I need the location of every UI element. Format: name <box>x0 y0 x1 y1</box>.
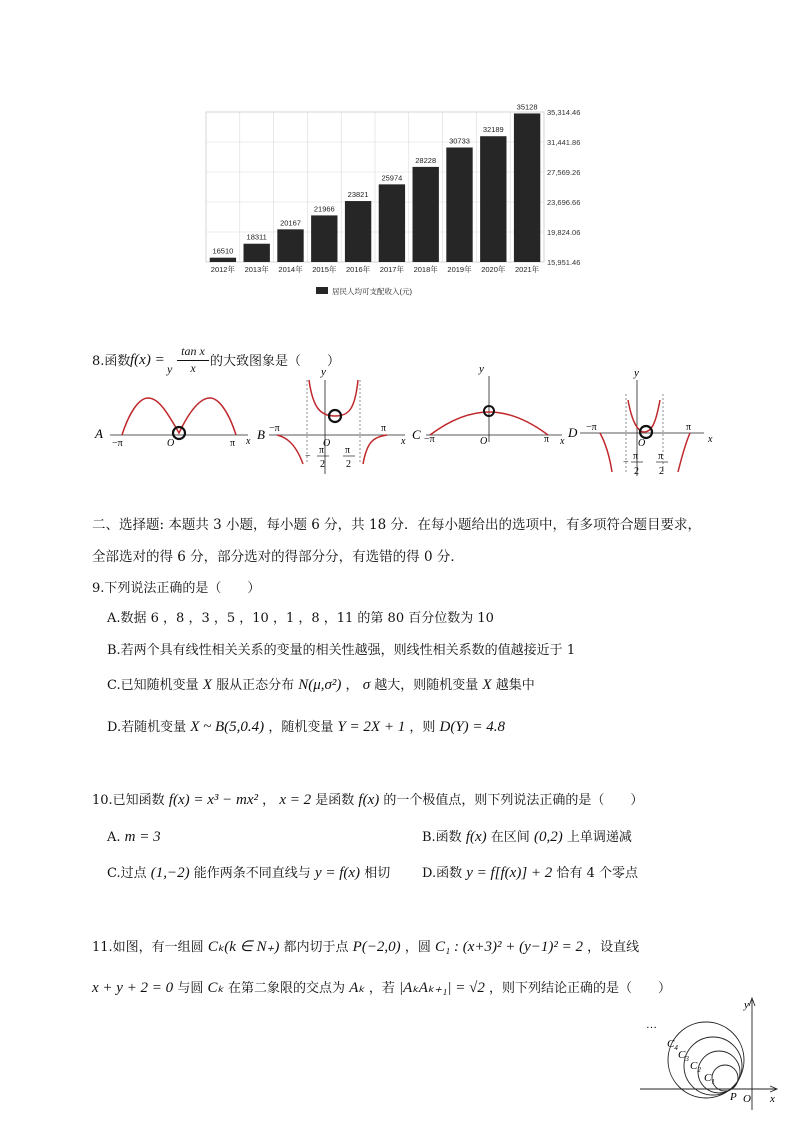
fig-y-label: y <box>744 999 749 1011</box>
q11-text-3: ，圆 <box>404 940 431 955</box>
graph-d-y: y <box>634 367 639 379</box>
q10-option-b <box>422 830 632 845</box>
q9d-dist: X ~ B(5,0.4) <box>190 719 265 735</box>
q10-stem <box>92 793 643 808</box>
graph-b-label: B <box>257 427 265 442</box>
chart-value-label: 32189 <box>482 125 504 135</box>
q9d-y: Y = 2X + 1 <box>337 719 406 735</box>
chart-bar <box>311 215 337 262</box>
graph-b-x: x <box>401 436 406 447</box>
chart-y-tick-label: 23,696.66 <box>547 198 581 207</box>
graph-d-origin: O <box>638 438 646 449</box>
q10b-text-1: B.函数 <box>422 830 462 845</box>
q9d-text-3: ，则 <box>409 720 436 735</box>
graph-c-pi: π <box>544 434 550 445</box>
q9c-text-4: 越大，则随机变量 <box>374 678 479 693</box>
chart-x-tick-label: 2014年 <box>278 265 303 274</box>
legend-swatch <box>316 287 328 294</box>
q8-stem: 8.函数 <box>92 354 131 369</box>
bar-chart <box>190 100 610 305</box>
q10c-text-2: 能作两条不同直线与 <box>193 866 311 881</box>
fig-label-c4: $C_4$ <box>667 1038 678 1052</box>
graph-a-neg-pi: −π <box>112 438 123 449</box>
graph-b-origin: O <box>323 438 331 449</box>
q11-text-7: ，若 <box>368 981 395 996</box>
q10-option-c <box>107 866 390 881</box>
q10-x2: x = 2 <box>279 792 312 808</box>
q10a-m: m = 3 <box>124 829 161 845</box>
q11-text-5: 与圆 <box>177 981 204 996</box>
q9c-text-1: C.已知随机变量 <box>107 678 199 693</box>
q10a-text: A. <box>107 830 121 845</box>
graph-c-x: x <box>560 436 565 447</box>
chart-x-tick-label: 2013年 <box>244 265 269 274</box>
graph-d-neg-half-pi: π <box>633 451 639 462</box>
q8-func-lhs: f(x) = <box>130 352 165 368</box>
q11-line1 <box>92 940 639 955</box>
q11-line-eq: x + y + 2 = 0 <box>92 980 174 996</box>
chart-bar <box>210 258 236 262</box>
q11-text-4: ，设直线 <box>587 940 640 955</box>
chart-y-tick-label: 27,569.26 <box>547 168 581 177</box>
graph-b-two-2: 2 <box>346 459 351 470</box>
q10-fx: f(x) <box>358 792 380 808</box>
fig-label-c1: $C_1$ <box>704 1072 715 1086</box>
graph-b-curve-right <box>363 435 387 464</box>
q10c-yfx: y = f(x) <box>314 865 361 881</box>
chart-value-label: 28228 <box>415 155 437 165</box>
q11-ck: Cₖ(k ∈ N₊) <box>207 939 280 955</box>
q8-fraction <box>177 344 209 376</box>
q9-option-b: B.若两个具有线性相关关系的变量的相关性越强，则线性相关系数的值越接近于 1 <box>107 643 576 658</box>
graph-d-half-pi: π <box>658 451 664 462</box>
q11-text-1: 11.如图，有一组圆 <box>92 940 204 955</box>
chart-y-ticks <box>547 108 580 267</box>
chart-y-tick-label: 35,314.46 <box>547 108 581 117</box>
q9c-sigma: σ <box>362 677 371 693</box>
graph-d-label: D <box>568 425 578 440</box>
graph-b-half-pi: π <box>345 445 351 456</box>
chart-x-tick-label: 2012年 <box>210 265 235 274</box>
chart-bar <box>244 244 270 262</box>
graph-d-neg-pi: −π <box>586 422 597 433</box>
q9c-text-3: ， <box>345 678 359 693</box>
chart-y-tick-label: 19,824.06 <box>547 228 581 237</box>
graph-a-x: x <box>246 436 251 447</box>
q10b-interval: (0,2) <box>533 829 563 845</box>
q10b-fx: f(x) <box>465 829 487 845</box>
chart-x-tick-label: 2015年 <box>312 265 337 274</box>
q8-frac-den: x <box>190 361 196 375</box>
q10-option-d <box>422 866 638 881</box>
graph-d-curve-left <box>600 433 612 472</box>
q9c-x2: X <box>482 677 492 693</box>
graph-c-label: C <box>412 427 421 442</box>
graph-d-two-2: 2 <box>659 466 664 477</box>
graph-b-neg-half-pi: π <box>319 445 325 456</box>
q11-circles-figure <box>630 992 780 1114</box>
fig-x-label: x <box>770 1093 775 1105</box>
chart-x-tick-label: 2016年 <box>346 265 371 274</box>
q8-graph-a <box>90 380 260 460</box>
q10b-text-2: 在区间 <box>490 830 530 845</box>
graph-d-minus: − <box>623 457 629 468</box>
q10c-text-1: C.过点 <box>107 866 147 881</box>
chart-x-tick-label: 2019年 <box>447 265 472 274</box>
fig-label-c2: $C_2$ <box>690 1060 701 1074</box>
q9-option-c <box>107 678 535 693</box>
graph-d-x: x <box>708 434 713 445</box>
chart-value-label: 35128 <box>516 102 538 112</box>
q10-text-4: 的一个极值点，则下列说法正确的是（ ） <box>383 793 644 808</box>
q10-text-3: 是函数 <box>315 793 355 808</box>
chart-x-tick-label: 2017年 <box>379 265 404 274</box>
graph-b-minus: − <box>305 451 311 462</box>
fig-dots: … <box>646 1019 657 1031</box>
q9-option-d <box>107 720 505 735</box>
graph-b-neg-pi: −π <box>269 423 280 434</box>
graph-a-curve <box>122 398 236 435</box>
graph-c-neg-pi: −π <box>424 434 435 445</box>
q10-text-2: ， <box>262 793 276 808</box>
chart-value-label: 18311 <box>246 232 267 242</box>
q10d-func: y = f[f(x)] + 2 <box>466 865 553 881</box>
q10d-text-1: D.函数 <box>422 866 463 881</box>
chart-value-label: 23821 <box>347 190 369 200</box>
fig-label-c3: $C_3$ <box>678 1049 689 1063</box>
graph-c-y: y <box>479 363 484 375</box>
chart-bar <box>413 167 439 262</box>
q9c-text-2: 服从正态分布 <box>216 678 295 693</box>
q9d-text-2: ，随机变量 <box>268 720 334 735</box>
graph-b-curve-left <box>277 435 303 464</box>
q9-stem: 9.下列说法正确的是（ ） <box>92 581 261 596</box>
q10c-text-3: 相切 <box>364 866 391 881</box>
graph-a-origin: O <box>167 438 175 449</box>
q11-text-6: 在第二象限的交点为 <box>228 981 346 996</box>
chart-bar <box>379 184 405 262</box>
chart-value-label: 25974 <box>381 173 403 183</box>
q10b-text-3: 上单调递减 <box>566 830 632 845</box>
chart-bar <box>446 147 472 262</box>
chart-value-label: 20167 <box>280 218 301 228</box>
graph-d-curve-right <box>678 433 690 472</box>
chart-x-tick-label: 2020年 <box>481 265 506 274</box>
graph-d-pi: π <box>686 422 692 433</box>
q8-frac-num: tan x <box>177 344 209 361</box>
chart-y-tick-label: 15,951.46 <box>547 258 581 267</box>
graph-b-two-1: 2 <box>320 459 325 470</box>
q10d-text-2: 恰有 4 个零点 <box>556 866 638 881</box>
graph-d-two-1: 2 <box>634 466 639 477</box>
q9c-x: X <box>202 677 212 693</box>
q8-graph-b <box>255 364 415 484</box>
q10-text-1: 10.已知函数 <box>92 793 165 808</box>
q8-graph-d <box>566 364 726 484</box>
q10-option-a <box>107 830 161 845</box>
q9c-dist: N(μ,σ²) <box>298 677 342 693</box>
q11-p: P(−2,0) <box>352 939 401 955</box>
q9d-dy: D(Y) = 4.8 <box>439 719 506 735</box>
q11-text-2: 都内切于点 <box>283 940 349 955</box>
q9-option-a: A.数据 6 ，8 ，3 ，5 ，10 ，1 ，8 ，11 的第 80 百分位数为 10 <box>107 611 494 626</box>
chart-x-tick-label: 2018年 <box>413 265 438 274</box>
q11-c1-eq: C₁ : (x+3)² + (y−1)² = 2 <box>434 939 583 955</box>
graph-a-pi: π <box>230 438 236 449</box>
q8-stray-y: y <box>167 362 173 376</box>
chart-x-tick-label: 2021年 <box>515 265 540 274</box>
chart-y-tick-label: 31,441.86 <box>547 138 581 147</box>
q9c-text-5: 越集中 <box>495 678 535 693</box>
chart-value-label: 21966 <box>313 204 335 214</box>
q8-suffix: 的大致图象是（ ） <box>210 354 341 369</box>
chart-bar <box>277 229 303 262</box>
fig-p-label: P <box>730 1091 737 1103</box>
q11-line2 <box>92 981 671 996</box>
q11-ck-2: Cₖ <box>207 980 224 996</box>
q10-func: f(x) = x³ − mx² <box>168 792 259 808</box>
chart-bar <box>480 136 506 262</box>
fig-o-label: O <box>743 1093 751 1105</box>
q10c-point: (1,−2) <box>150 865 190 881</box>
q9d-text-1: D.若随机变量 <box>107 720 187 735</box>
chart-value-label: 16510 <box>212 246 234 256</box>
graph-b-y: y <box>321 366 326 378</box>
q11-text-8: ，则下列结论正确的是（ ） <box>489 981 672 996</box>
graph-c-origin: O <box>480 436 488 447</box>
graph-b-pi: π <box>381 423 387 434</box>
q11-abs: |AₖAₖ₊₁| = √2 <box>399 980 485 996</box>
section2-line1: 二、选择题: 本题共 3 小题，每小题 6 分，共 18 分．在每小题给出的选项中，有多项符合题目要求， <box>92 517 701 533</box>
graph-a-label: A <box>95 426 103 441</box>
chart-value-label: 30733 <box>449 136 470 146</box>
circle-c1 <box>712 1065 738 1091</box>
chart-bar <box>514 113 540 262</box>
section2-line2: 全部选对的得 6 分，部分选对的得部分分，有选错的得 0 分． <box>92 549 464 565</box>
chart-bar <box>345 201 371 262</box>
chart-x-ticks <box>211 264 540 274</box>
q8-graph-c <box>410 360 570 455</box>
legend-label: 居民人均可支配收入(元) <box>332 287 412 296</box>
q11-ak: Aₖ <box>349 980 365 996</box>
